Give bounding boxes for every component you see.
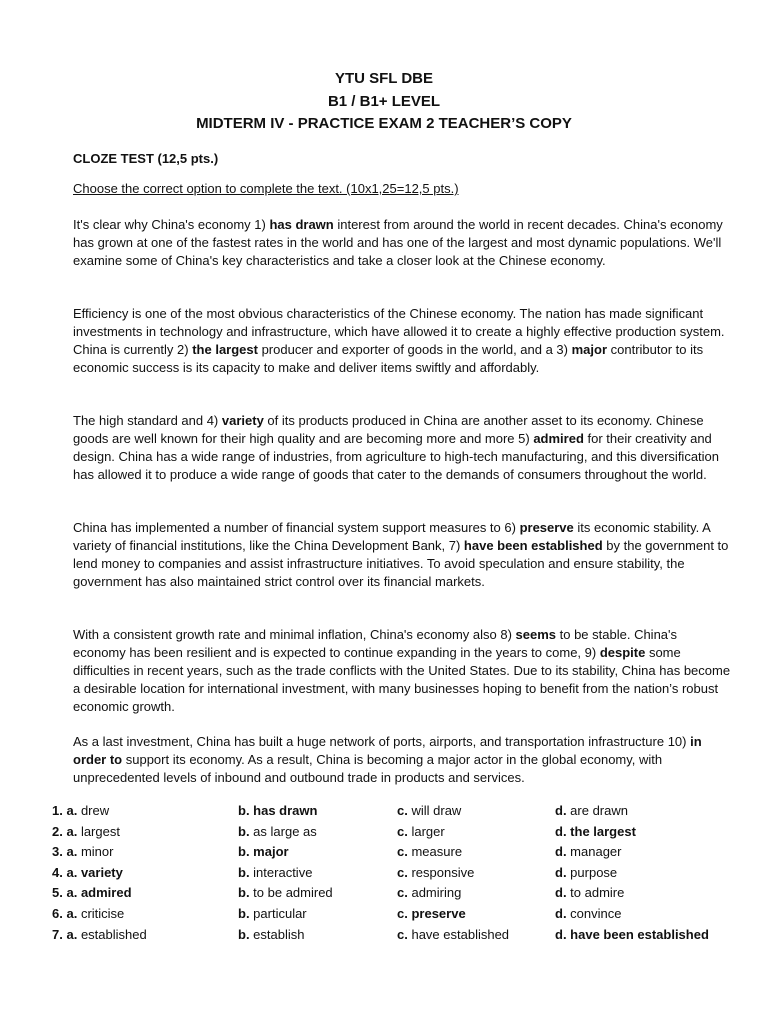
option-letter: c.: [397, 905, 412, 921]
option-letter: c.: [397, 926, 412, 942]
option-text: minor: [80, 844, 114, 860]
answer-text: the largest: [192, 341, 258, 357]
option-a: [52, 844, 113, 859]
option-letter: a.: [66, 926, 81, 942]
paragraph-text: of its products produced in China are another asset to its economy. Chinese goods are well known for their high quality and are becoming more and more 5): [73, 413, 704, 446]
option-text: as large as: [253, 823, 317, 839]
correct-option-text: has drawn: [253, 803, 318, 818]
paragraph-text: some difficulties in recent years, such as the trade conflicts with the United States. Due to its stability, China has become a desirable location for international investment, with many businesses hoping to benefit from the nation’s robust economic growth.: [73, 644, 731, 714]
paragraph-text: China has implemented a number of financial system support measures to 6): [73, 520, 520, 535]
question-number: 7.: [52, 926, 67, 942]
section-title: CLOZE TEST (12,5 pts.): [73, 151, 219, 166]
paragraph-text: interest from around the world in recent decades. China's economy has grown at one of the fastest rates in the world and has one of the largest and most dynamic populations. We'll examine some of China's key characteristics and take a closer look at the Chinese economy.: [73, 217, 723, 268]
option-a: [52, 927, 147, 942]
option-text: have established: [411, 926, 510, 942]
question-row: [52, 803, 742, 824]
correct-option-text: have been established: [570, 926, 709, 942]
option-letter: b.: [238, 803, 254, 818]
option-text: interactive: [253, 864, 313, 880]
paragraph-1: [73, 216, 733, 270]
option-b: [238, 824, 317, 839]
answer-text: in order to: [73, 734, 702, 767]
option-letter: c.: [397, 803, 412, 818]
option-letter: a.: [66, 885, 81, 901]
paragraph-6: [73, 733, 733, 787]
option-c: [397, 927, 509, 942]
question-number: 4.: [52, 864, 67, 880]
paragraph-text: It's clear why China's economy 1): [73, 217, 270, 232]
option-text: to admire: [570, 885, 625, 901]
correct-option-text: preserve: [411, 905, 466, 921]
question-row: [52, 865, 742, 886]
option-text: criticise: [80, 905, 125, 921]
option-b: [238, 885, 333, 900]
answer-text: variety: [221, 413, 264, 428]
option-text: convince: [570, 905, 622, 921]
option-a: [52, 803, 109, 818]
question-row: [52, 844, 742, 865]
question-number: 6.: [52, 905, 67, 921]
option-d: [555, 844, 621, 859]
option-letter: d.: [555, 905, 571, 921]
option-letter: c.: [397, 864, 412, 880]
option-b: [238, 906, 307, 921]
option-letter: d.: [555, 844, 571, 860]
option-letter: b.: [238, 864, 254, 880]
paragraph-text: by the government to lend money to companies and assist infrastructure initiatives. To avoid speculation and ensure stability, the government has also maintained strict control over its financial markets.: [73, 537, 729, 589]
option-letter: a.: [66, 864, 81, 880]
option-c: [397, 803, 461, 818]
option-text: purpose: [570, 864, 618, 880]
option-b: [238, 844, 289, 859]
option-letter: a.: [66, 803, 81, 818]
answer-text: major: [571, 341, 608, 357]
answer-text: seems: [515, 627, 557, 642]
option-text: largest: [80, 823, 120, 839]
option-d: [555, 865, 617, 880]
option-c: [397, 885, 461, 900]
paragraph-text: The high standard and 4): [73, 413, 222, 428]
option-letter: d.: [555, 803, 571, 818]
option-letter: c.: [397, 823, 412, 839]
option-text: to be admired: [253, 885, 333, 901]
option-text: larger: [411, 823, 445, 839]
option-letter: b.: [238, 926, 254, 942]
option-letter: d.: [555, 864, 571, 880]
option-d: [555, 927, 709, 942]
answer-text: preserve: [519, 520, 574, 535]
option-letter: b.: [238, 823, 254, 839]
option-c: [397, 906, 466, 921]
paragraph-text: to be stable. China's economy has been resilient and is expected to continue expanding in the years to come, 9): [73, 627, 678, 660]
option-d: [555, 824, 636, 839]
paragraph-text: contributor to its economic success is its capacity to make and deliver items swiftly and affordably.: [73, 341, 704, 375]
correct-option-text: major: [253, 844, 289, 860]
instruction: Choose the correct option to complete the text. (10x1,25=12,5 pts.): [73, 181, 459, 196]
option-text: are drawn: [570, 803, 628, 818]
header-institution: YTU SFL DBE: [334, 70, 434, 87]
option-letter: d.: [555, 926, 571, 942]
question-number: 2.: [52, 823, 67, 839]
question-number: 1.: [52, 803, 67, 818]
paragraph-2: [73, 305, 733, 377]
option-letter: b.: [238, 844, 254, 860]
paragraph-4: [73, 519, 733, 591]
header-level: B1 / B1+ LEVEL: [327, 92, 441, 110]
option-text: establish: [253, 926, 305, 942]
correct-option-text: variety: [80, 864, 123, 880]
answer-options: [52, 803, 742, 947]
option-letter: c.: [397, 885, 412, 901]
option-text: admiring: [411, 885, 462, 901]
paragraph-text: Efficiency is one of the most obvious characteristics of the Chinese economy. The nation has made significant investments in technology and infrastructure, which have allowed it to create a highly effective production system. China is currently 2): [73, 306, 725, 357]
option-letter: b.: [238, 905, 254, 921]
option-letter: c.: [397, 844, 412, 860]
option-d: [555, 803, 628, 818]
option-d: [555, 906, 621, 921]
question-row: [52, 927, 742, 948]
exam-header: [0, 68, 768, 136]
option-a: [52, 906, 124, 921]
option-letter: d.: [555, 823, 571, 839]
paragraph-text: As a last investment, China has built a huge network of ports, airports, and transportation infrastructure 10): [73, 734, 691, 749]
option-letter: a.: [66, 905, 81, 921]
option-letter: b.: [238, 885, 254, 901]
question-row: [52, 885, 742, 906]
option-a: [52, 885, 132, 900]
option-c: [397, 844, 462, 859]
header-exam-title: MIDTERM IV - PRACTICE EXAM 2 TEACHER’S COPY: [196, 115, 572, 132]
option-letter: a.: [66, 823, 81, 839]
option-b: [238, 803, 317, 818]
option-letter: a.: [66, 844, 81, 860]
answer-text: despite: [599, 644, 646, 660]
option-a: [52, 824, 120, 839]
option-text: drew: [80, 803, 110, 818]
option-c: [397, 824, 445, 839]
answer-text: admired: [533, 430, 584, 446]
correct-option-text: the largest: [570, 823, 636, 839]
option-letter: d.: [555, 885, 571, 901]
paragraph-text: for their creativity and design. China has a wide range of industries, from agriculture to high-tech manufacturing, and this diversification has allowed it to produce a wide range of goods that cater to the demands of consumers throughout the world.: [73, 430, 720, 482]
option-text: established: [80, 926, 147, 942]
paragraph-text: With a consistent growth rate and minimal inflation, China's economy also 8): [73, 627, 516, 642]
paragraph-text: producer and exporter of goods in the world, and a 3): [257, 341, 572, 357]
answer-text: has drawn: [269, 217, 334, 232]
option-text: responsive: [411, 864, 475, 880]
question-number: 3.: [52, 844, 67, 860]
option-d: [555, 885, 624, 900]
answer-text: have been established: [463, 537, 603, 553]
option-c: [397, 865, 474, 880]
option-b: [238, 865, 312, 880]
paragraph-5: [73, 626, 733, 716]
option-text: manager: [570, 844, 622, 860]
option-text: will draw: [411, 803, 462, 818]
correct-option-text: admired: [80, 885, 132, 901]
option-text: measure: [411, 844, 463, 860]
question-number: 5.: [52, 885, 67, 901]
paragraph-3: [73, 412, 733, 484]
option-text: particular: [253, 905, 307, 921]
paragraph-text: its economic stability. A variety of financial institutions, like the China Development Bank, 7): [73, 520, 711, 553]
question-row: [52, 824, 742, 845]
option-b: [238, 927, 304, 942]
paragraph-text: support its economy. As a result, China is becoming a major actor in the global economy, with unprecedented levels of inbound and outbound trade in products and services.: [73, 751, 663, 785]
question-row: [52, 906, 742, 927]
option-a: [52, 865, 123, 880]
